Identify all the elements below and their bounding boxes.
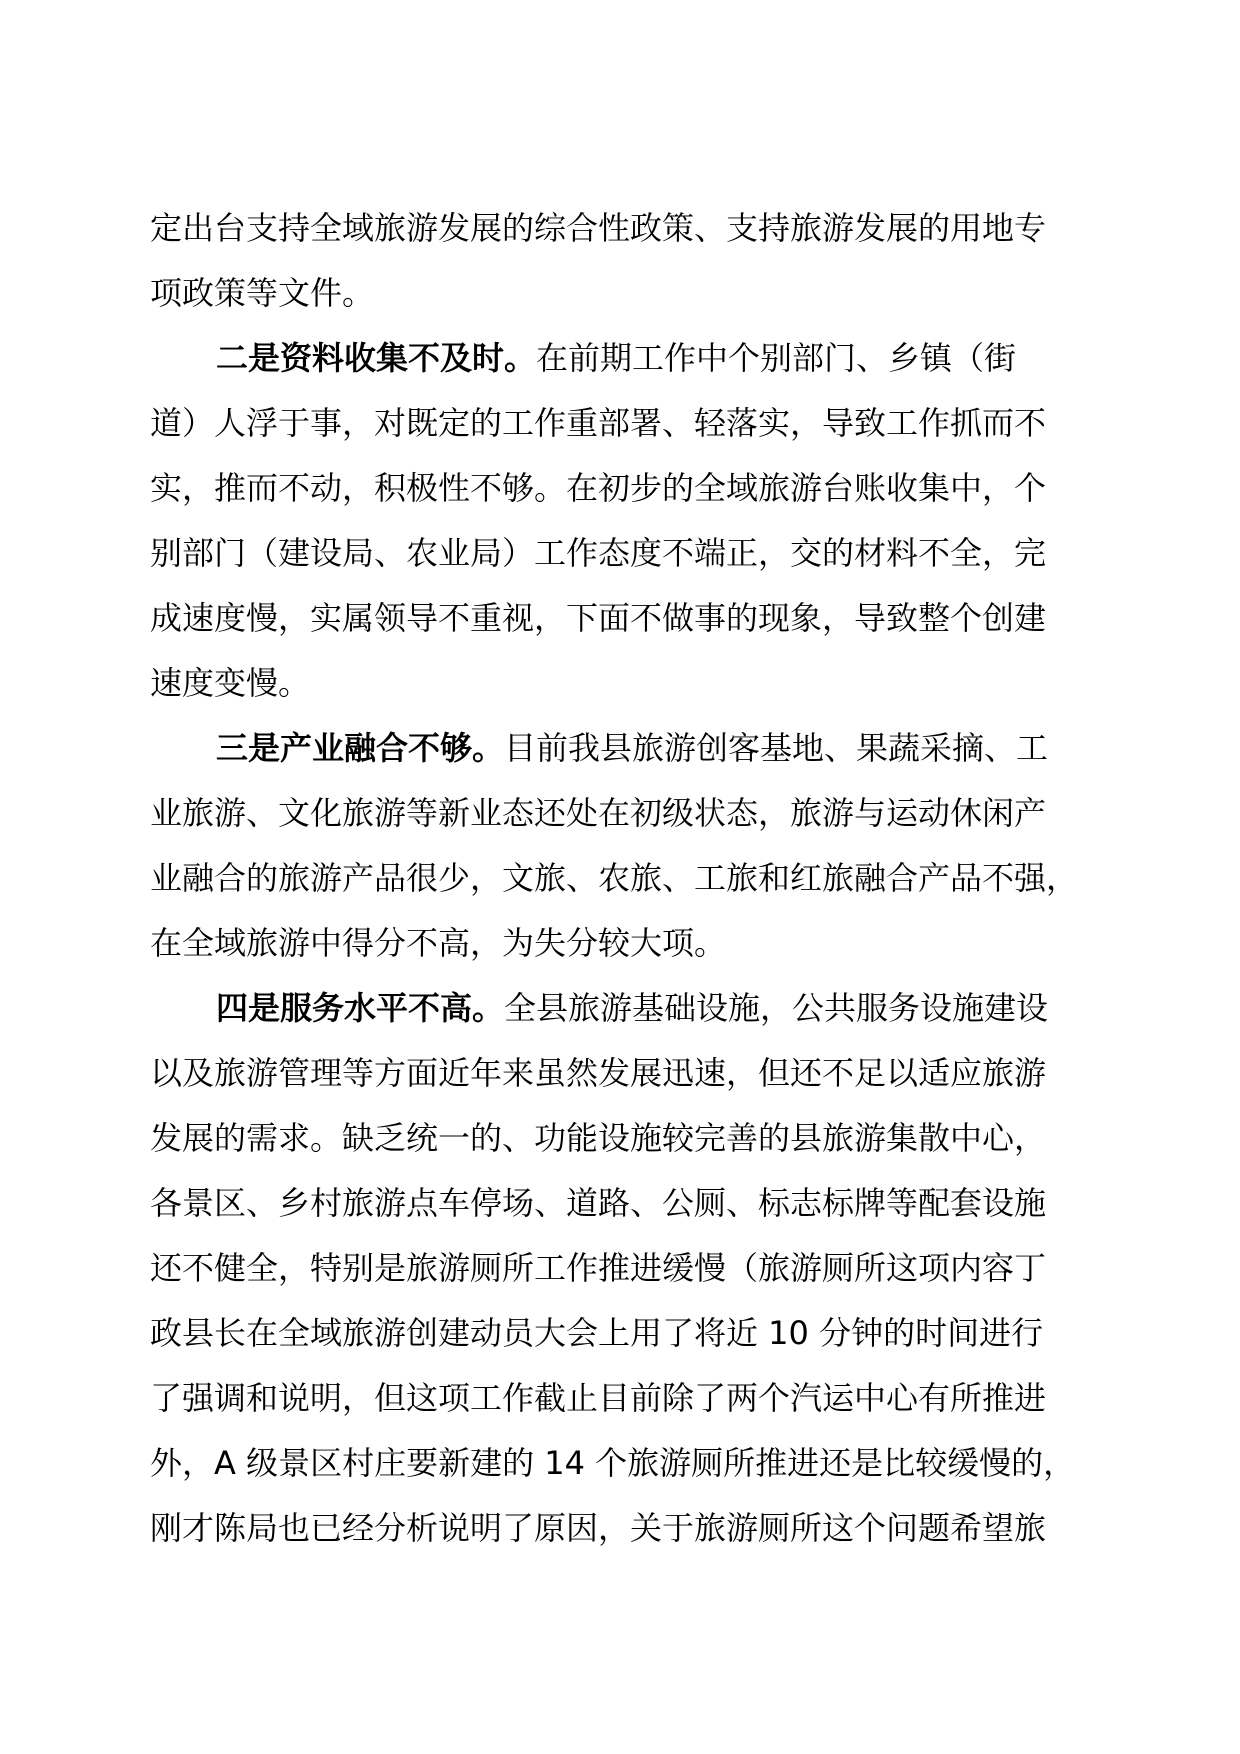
text-line: 成速度慢，实属领导不重视，下面不做事的现象，导致整个创建 [150,599,1047,637]
text-line: 业融合的旅游产品很少，文旅、农旅、工旅和红旅融合产品不强， [150,859,1079,897]
paragraph-text: 在前期工作中个别部门、乡镇（街 [536,339,1017,377]
text-line: 各景区、乡村旅游点车停场、道路、公厕、标志标牌等配套设施 [150,1184,1047,1222]
text-line: 刚才陈局也已经分析说明了原因，关于旅游厕所这个问题希望旅 [150,1509,1047,1547]
paragraph-heading-line [216,716,1120,780]
text-line: 定出台支持全域旅游发展的综合性政策、支持旅游发展的用地专 [150,209,1047,247]
text-line: 发展的需求。缺乏统一的、功能设施较完善的县旅游集散中心， [150,1119,1047,1157]
paragraph-heading-line [216,976,1120,1040]
paragraph-heading: 二是资料收集不及时。 [216,339,537,377]
text-line: 政县长在全域旅游创建动员大会上用了将近 10 分钟的时间进行 [150,1314,1044,1352]
text-line: 实，推而不动，积极性不够。在初步的全域旅游台账收集中，个 [150,469,1047,507]
text-line: 以及旅游管理等方面近年来虽然发展迅速，但还不足以适应旅游 [150,1054,1047,1092]
text-line: 项政策等文件。 [150,274,375,312]
text-line: 别部门（建设局、农业局）工作态度不端正，交的材料不全，完 [150,534,1047,572]
text-line: 还不健全，特别是旅游厕所工作推进缓慢（旅游厕所这项内容丁 [150,1249,1047,1287]
paragraph-text: 目前我县旅游创客基地、果蔬采摘、工 [504,729,1049,767]
paragraph-heading: 三是产业融合不够。 [216,729,505,767]
paragraph-heading-line [216,326,1120,390]
text-line: 业旅游、文化旅游等新业态还处在初级状态，旅游与运动休闲产 [150,794,1047,832]
text-line: 速度变慢。 [150,664,311,702]
text-line: 了强调和说明，但这项工作截止目前除了两个汽运中心有所推进 [150,1379,1047,1417]
paragraph-heading: 四是服务水平不高。 [216,989,505,1027]
text-line: 外，A 级景区村庄要新建的 14 个旅游厕所推进还是比较缓慢的， [150,1444,1076,1482]
text-line: 道）人浮于事，对既定的工作重部署、轻落实，导致工作抓而不 [150,404,1047,442]
paragraph-text: 全县旅游基础设施，公共服务设施建设 [504,989,1049,1027]
text-line: 在全域旅游中得分不高，为失分较大项。 [150,924,727,962]
